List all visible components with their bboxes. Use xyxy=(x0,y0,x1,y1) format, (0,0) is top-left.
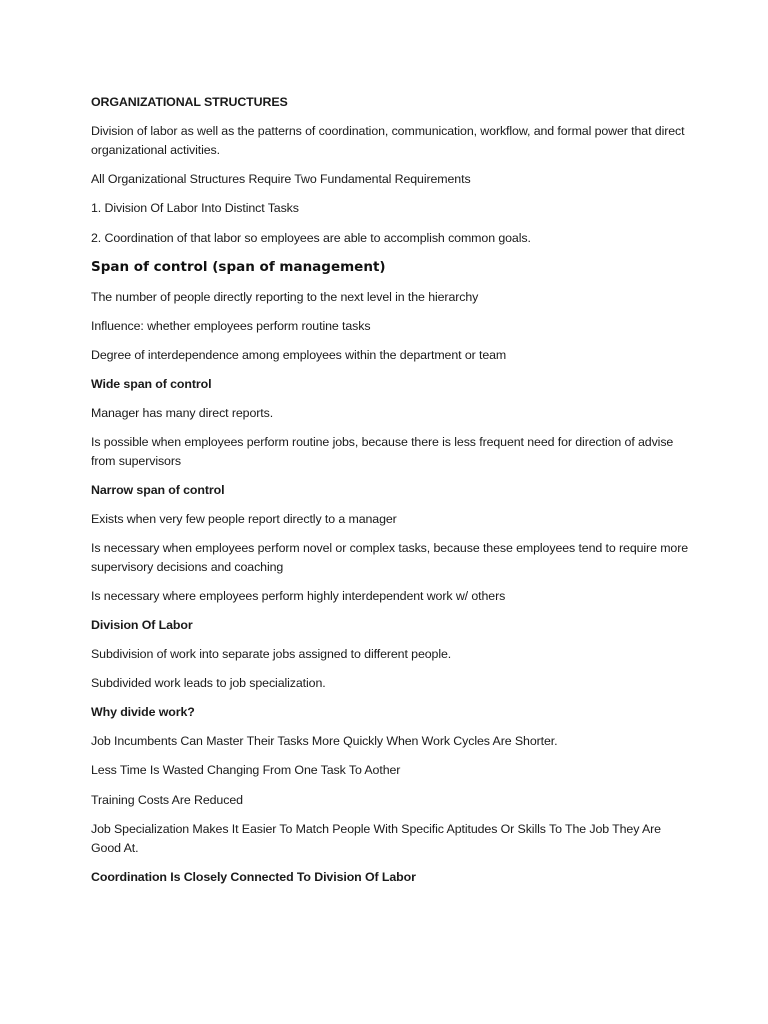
wide-span-line-1: Manager has many direct reports. xyxy=(91,406,274,420)
influence-line: Influence: whether employees perform routine tasks xyxy=(91,319,371,333)
division-of-labor-line-1: Subdivision of work into separate jobs assigned to different people. xyxy=(91,647,452,661)
division-of-labor-line-2: Subdivided work leads to job specialization. xyxy=(91,676,326,690)
wide-span-heading: Wide span of control xyxy=(91,377,212,391)
why-divide-heading: Why divide work? xyxy=(91,705,195,719)
span-definition: The number of people directly reporting to the next level in the hierarchy xyxy=(91,290,479,304)
why-divide-line-3: Training Costs Are Reduced xyxy=(91,793,243,807)
narrow-span-heading: Narrow span of control xyxy=(91,483,225,497)
narrow-span-line-2: Is necessary when employees perform novel or complex tasks, because these employees tend to require more supervisory decisions and coaching xyxy=(91,541,689,574)
span-of-control-heading: Span of control (span of management) xyxy=(91,259,386,275)
why-divide-line-2: Less Time Is Wasted Changing From One Task To Aother xyxy=(91,763,401,777)
requirements-intro: All Organizational Structures Require Two Fundamental Requirements xyxy=(91,172,471,186)
wide-span-line-2: Is possible when employees perform routine jobs, because there is less frequent need for direction of advise from supervisors xyxy=(91,435,674,468)
coordination-heading: Coordination Is Closely Connected To Division Of Labor xyxy=(91,870,416,884)
requirement-item-2: 2. Coordination of that labor so employees are able to accomplish common goals. xyxy=(91,231,531,245)
narrow-span-line-3: Is necessary where employees perform highly interdependent work w/ others xyxy=(91,589,506,603)
why-divide-line-1: Job Incumbents Can Master Their Tasks More Quickly When Work Cycles Are Shorter. xyxy=(91,734,558,748)
division-of-labor-heading: Division Of Labor xyxy=(91,618,193,632)
why-divide-line-4: Job Specialization Makes It Easier To Match People With Specific Aptitudes Or Skills To The Job They Are Good At. xyxy=(91,822,661,855)
interdependence-line: Degree of interdependence among employees within the department or team xyxy=(91,348,507,362)
narrow-span-line-1: Exists when very few people report directly to a manager xyxy=(91,512,397,526)
requirement-item-1: 1. Division Of Labor Into Distinct Tasks xyxy=(91,201,299,215)
document-title: ORGANIZATIONAL STRUCTURES xyxy=(91,95,288,109)
definition-paragraph: Division of labor as well as the patterns of coordination, communication, workflow, and formal power that direct organizational activities. xyxy=(91,124,685,157)
